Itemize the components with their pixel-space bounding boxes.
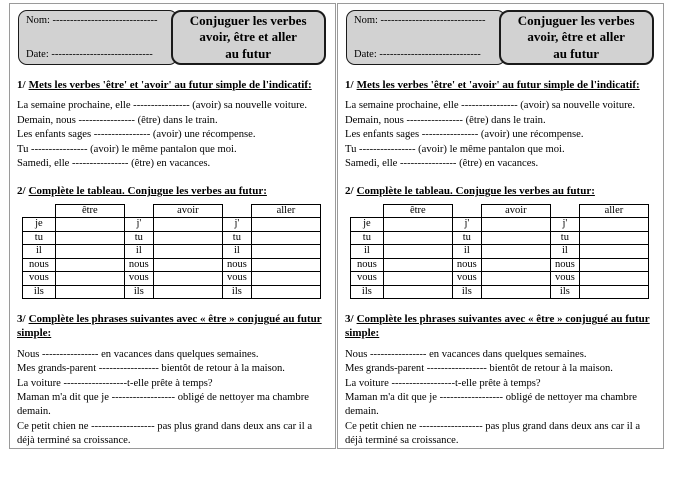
answer-cell — [579, 231, 648, 245]
section-number: 2/ — [345, 185, 354, 198]
answer-cell — [481, 231, 550, 245]
pronoun-cell: nous — [124, 258, 153, 272]
header-spacer — [23, 204, 56, 218]
worksheet-title-line: avoir, être et aller — [527, 29, 625, 45]
header-spacer — [550, 204, 579, 218]
exercise-sentence: Demain, nous ---------------- (être) dans le train. — [17, 114, 218, 126]
pronoun-cell: j' — [124, 218, 153, 232]
answer-cell — [55, 245, 124, 259]
worksheet-title-line: avoir, être et aller — [199, 29, 297, 45]
pronoun-cell: ils — [23, 285, 56, 299]
verb-header-avoir: avoir — [481, 204, 550, 218]
table-row — [351, 218, 649, 232]
pronoun-cell: il — [124, 245, 153, 259]
section-3-heading — [17, 312, 328, 341]
answer-cell — [55, 285, 124, 299]
answer-cell — [153, 218, 222, 232]
nom-line — [26, 15, 175, 26]
section-3-heading — [345, 312, 656, 341]
pronoun-cell: j' — [550, 218, 579, 232]
exercise-sentence: Ce petit chien ne ------------------ pas plus grand dans deux ans car il a déjà terminé sa croissance. — [345, 420, 641, 447]
pronoun-cell: tu — [452, 231, 481, 245]
answer-cell — [251, 272, 320, 286]
date-blank-line: ----------------------------- — [379, 49, 481, 60]
table-row — [23, 218, 321, 232]
worksheet-title-line: au futur — [225, 45, 272, 61]
section-1-sentences — [17, 99, 328, 171]
answer-cell — [481, 285, 550, 299]
section-1 — [345, 78, 656, 171]
worksheet-title-box — [499, 10, 654, 65]
answer-cell — [55, 258, 124, 272]
exercise-sentence: La semaine prochaine, elle ---------------- (avoir) sa nouvelle voiture. — [345, 100, 635, 112]
section-title: Complète les phrases suivantes avec « être » conjugué au futur simple: — [345, 313, 650, 340]
pronoun-cell: tu — [124, 231, 153, 245]
verb-header-avoir: avoir — [153, 204, 222, 218]
exercise-sentence: Mes grands-parent ----------------- bientôt de retour à la maison. — [345, 363, 613, 375]
answer-cell — [383, 245, 452, 259]
answer-cell — [579, 258, 648, 272]
date-label: Date: — [354, 49, 377, 60]
nom-blank-line: ------------------------------ — [52, 15, 158, 26]
date-line — [26, 49, 175, 60]
pronoun-cell: vous — [222, 272, 251, 286]
pronoun-cell: je — [351, 218, 384, 232]
answer-cell — [383, 272, 452, 286]
section-3-sentences — [17, 348, 328, 449]
answer-cell — [481, 245, 550, 259]
worksheet-page-1 — [9, 3, 336, 449]
pronoun-cell: vous — [550, 272, 579, 286]
section-3 — [17, 312, 328, 448]
header-spacer — [351, 204, 384, 218]
section-title: Complète les phrases suivantes avec « être » conjugué au futur simple: — [17, 313, 322, 340]
table-row — [351, 285, 649, 299]
worksheet-page-2 — [337, 3, 664, 449]
worksheet-title-line: Conjuguer les verbes — [517, 12, 635, 28]
section-2 — [345, 184, 656, 299]
pronoun-cell: je — [23, 218, 56, 232]
table-row — [23, 245, 321, 259]
table-row — [23, 285, 321, 299]
pronoun-cell: j' — [452, 218, 481, 232]
exercise-sentence: Samedi, elle ---------------- (être) en vacances. — [17, 157, 211, 169]
exercise-sentence: Les enfants sages ---------------- (avoir) une récompense. — [17, 129, 256, 141]
section-1-sentences — [345, 99, 656, 171]
answer-cell — [251, 285, 320, 299]
pronoun-cell: ils — [351, 285, 384, 299]
pronoun-cell: il — [550, 245, 579, 259]
table-row — [351, 272, 649, 286]
nom-line — [354, 15, 503, 26]
exercise-sentence: Les enfants sages ---------------- (avoir) une récompense. — [345, 129, 584, 141]
table-row — [351, 258, 649, 272]
section-number: 3/ — [345, 313, 354, 326]
nom-label: Nom: — [26, 15, 50, 26]
section-number: 2/ — [17, 185, 26, 198]
answer-cell — [251, 218, 320, 232]
pronoun-cell: ils — [124, 285, 153, 299]
table-header-row — [23, 204, 321, 218]
pronoun-cell: j' — [222, 218, 251, 232]
table-row — [23, 258, 321, 272]
section-2-heading — [345, 184, 656, 198]
section-1-heading — [345, 78, 656, 92]
section-1 — [17, 78, 328, 171]
answer-cell — [251, 231, 320, 245]
pronoun-cell: nous — [351, 258, 384, 272]
pronoun-cell: vous — [124, 272, 153, 286]
pronoun-cell: nous — [222, 258, 251, 272]
verb-header-etre: être — [55, 204, 124, 218]
section-title: Mets les verbes 'être' et 'avoir' au futur simple de l'indicatif: — [28, 79, 312, 91]
pronoun-cell: tu — [222, 231, 251, 245]
answer-cell — [153, 258, 222, 272]
exercise-sentence: La semaine prochaine, elle ---------------- (avoir) sa nouvelle voiture. — [17, 100, 307, 112]
exercise-sentence: Nous ---------------- en vacances dans quelques semaines. — [345, 348, 587, 360]
table-header-row — [351, 204, 649, 218]
date-label: Date: — [26, 49, 49, 60]
page-header — [18, 10, 328, 65]
answer-cell — [251, 245, 320, 259]
exercise-sentence: Ce petit chien ne ------------------ pas plus grand dans deux ans car il a déjà terminé sa croissance. — [17, 420, 313, 447]
answer-cell — [153, 272, 222, 286]
answer-cell — [383, 285, 452, 299]
answer-cell — [579, 245, 648, 259]
answer-cell — [153, 285, 222, 299]
section-3-sentences — [345, 348, 656, 449]
nom-label: Nom: — [354, 15, 378, 26]
header-spacer — [124, 204, 153, 218]
answer-cell — [251, 258, 320, 272]
section-2-heading — [17, 184, 328, 198]
verb-header-etre: être — [383, 204, 452, 218]
table-row — [23, 231, 321, 245]
page-header — [346, 10, 656, 65]
section-title: Complète le tableau. Conjugue les verbes au futur: — [28, 185, 267, 198]
answer-cell — [481, 218, 550, 232]
exercise-sentence: Maman m'a dit que je ------------------ obligé de nettoyer ma chambre demain. — [17, 391, 309, 418]
exercise-sentence: Nous ---------------- en vacances dans quelques semaines. — [17, 348, 259, 360]
pronoun-cell: il — [351, 245, 384, 259]
section-number: 3/ — [17, 313, 26, 326]
pronoun-cell: vous — [452, 272, 481, 286]
section-number: 1/ — [17, 79, 26, 91]
table-row — [351, 231, 649, 245]
exercise-sentence: Tu ---------------- (avoir) le même pantalon que moi. — [345, 143, 565, 155]
exercise-sentence: Samedi, elle ---------------- (être) en vacances. — [345, 157, 539, 169]
verb-header-aller: aller — [579, 204, 648, 218]
pronoun-cell: vous — [351, 272, 384, 286]
answer-cell — [383, 231, 452, 245]
date-line — [354, 49, 503, 60]
worksheet-title-box — [171, 10, 326, 65]
exercise-sentence: Maman m'a dit que je ------------------ obligé de nettoyer ma chambre demain. — [345, 391, 637, 418]
pronoun-cell: il — [452, 245, 481, 259]
answer-cell — [579, 285, 648, 299]
section-1-heading — [17, 78, 328, 92]
table-row — [351, 245, 649, 259]
exercise-sentence: Demain, nous ---------------- (être) dans le train. — [345, 114, 546, 126]
section-3 — [345, 312, 656, 448]
pronoun-cell: tu — [23, 231, 56, 245]
answer-cell — [153, 245, 222, 259]
pronoun-cell: nous — [23, 258, 56, 272]
answer-cell — [153, 231, 222, 245]
section-2 — [17, 184, 328, 299]
date-blank-line: ----------------------------- — [51, 49, 153, 60]
worksheet-title-line: au futur — [553, 45, 600, 61]
exercise-sentence: La voiture ------------------t-elle prête à temps? — [17, 377, 213, 389]
pronoun-cell: ils — [550, 285, 579, 299]
section-title: Complète le tableau. Conjugue les verbes au futur: — [356, 185, 595, 198]
answer-cell — [579, 272, 648, 286]
answer-cell — [579, 218, 648, 232]
pronoun-cell: tu — [550, 231, 579, 245]
header-spacer — [222, 204, 251, 218]
header-spacer — [452, 204, 481, 218]
conjugation-table — [22, 204, 321, 300]
answer-cell — [55, 231, 124, 245]
section-title: Mets les verbes 'être' et 'avoir' au futur simple de l'indicatif: — [356, 79, 640, 91]
pronoun-cell: ils — [222, 285, 251, 299]
pronoun-cell: tu — [351, 231, 384, 245]
answer-cell — [55, 218, 124, 232]
pronoun-cell: nous — [452, 258, 481, 272]
answer-cell — [481, 272, 550, 286]
answer-cell — [481, 258, 550, 272]
pronoun-cell: il — [222, 245, 251, 259]
worksheet-title-line: Conjuguer les verbes — [189, 12, 307, 28]
pronoun-cell: ils — [452, 285, 481, 299]
pronoun-cell: nous — [550, 258, 579, 272]
exercise-sentence: La voiture ------------------t-elle prête à temps? — [345, 377, 541, 389]
conjugation-table — [350, 204, 649, 300]
nom-date-box — [346, 10, 506, 65]
table-row — [23, 272, 321, 286]
exercise-sentence: Tu ---------------- (avoir) le même pantalon que moi. — [17, 143, 237, 155]
nom-blank-line: ------------------------------ — [380, 15, 486, 26]
verb-header-aller: aller — [251, 204, 320, 218]
exercise-sentence: Mes grands-parent ----------------- bientôt de retour à la maison. — [17, 363, 285, 375]
answer-cell — [383, 258, 452, 272]
answer-cell — [55, 272, 124, 286]
section-number: 1/ — [345, 79, 354, 91]
pronoun-cell: vous — [23, 272, 56, 286]
nom-date-box — [18, 10, 178, 65]
pronoun-cell: il — [23, 245, 56, 259]
answer-cell — [383, 218, 452, 232]
